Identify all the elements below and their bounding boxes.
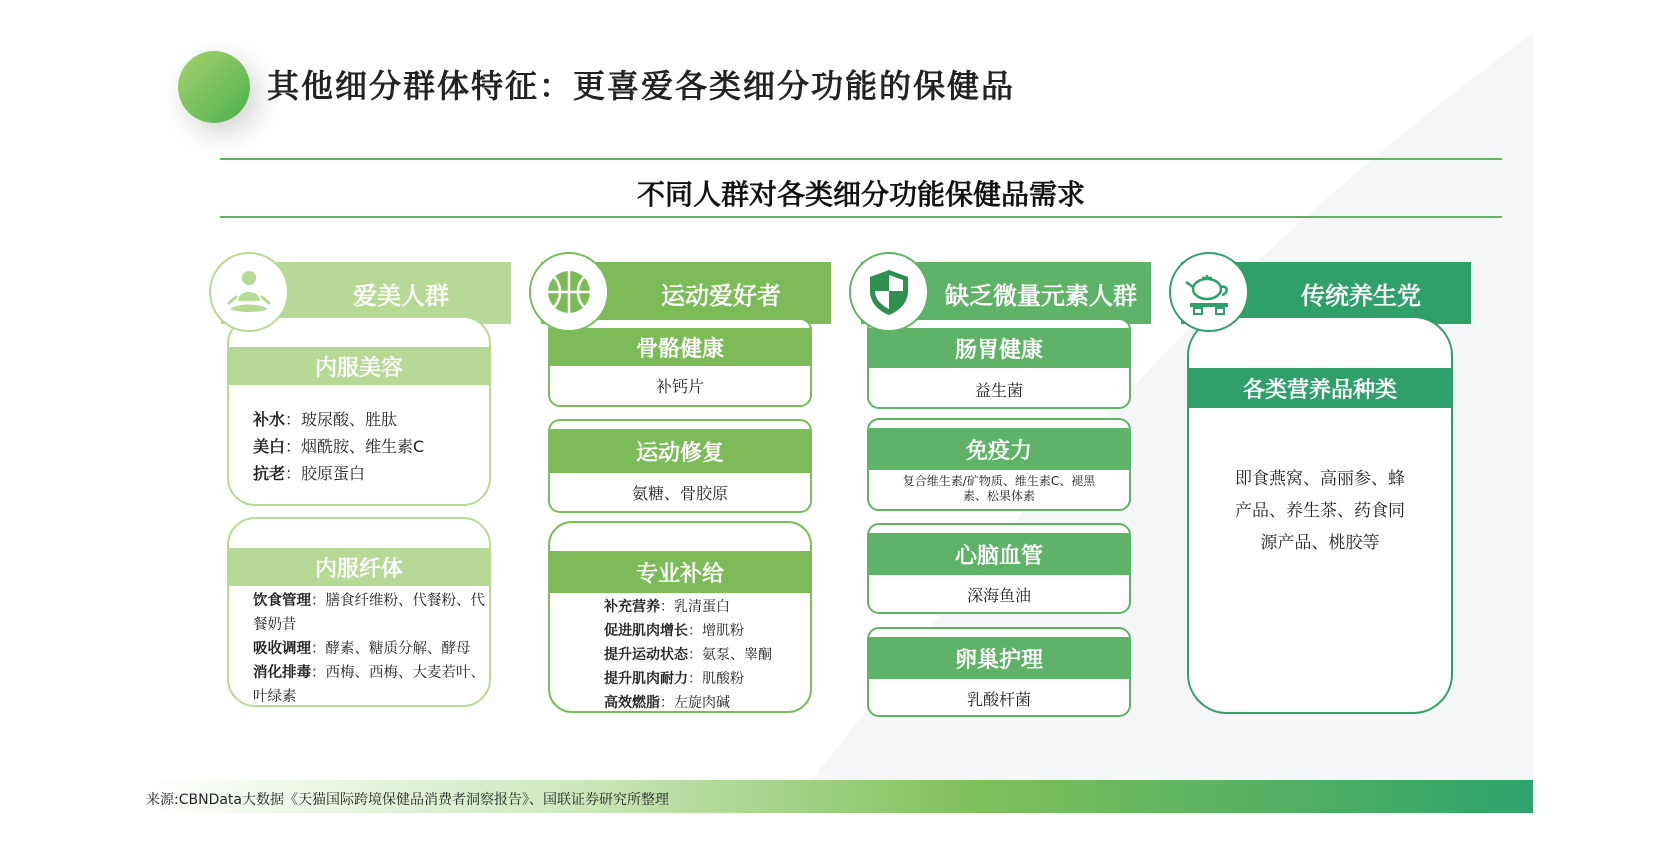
header-label: 爱美人群 [353, 281, 449, 310]
meditation-person-icon [209, 252, 289, 332]
divider-bottom [220, 216, 1502, 218]
text-line: 产品、养生茶、药食同 [1235, 501, 1405, 521]
text-line: 美白：烟酰胺、维生素C [253, 437, 425, 456]
card-body: 氨糖、骨胶原 [631, 484, 728, 503]
card-body [253, 589, 489, 707]
header-sports [529, 258, 831, 324]
card-title: 骨骼健康 [550, 328, 810, 366]
header-traditional [1169, 258, 1471, 324]
text-line: 叶绿素 [253, 689, 297, 705]
card-body [1189, 463, 1451, 559]
card-ovary-care [867, 627, 1131, 717]
chart-subtitle: 不同人群对各类细分功能保健品需求 [636, 178, 1085, 211]
text-line: 高效燃脂：左旋肉碱 [604, 695, 730, 711]
text-line: 饮食管理：膳食纤维粉、代餐粉、代 [253, 593, 485, 609]
page-title: 其他细分群体特征：更喜爱各类细分功能的保健品 [267, 67, 1016, 105]
text-line: 即食燕窝、高丽参、蜂 [1235, 469, 1405, 489]
text-line: 消化排毒：西梅、西梅、大麦若叶、 [253, 665, 485, 681]
card-title: 内服美容 [229, 347, 489, 385]
card-nutrition-types [1187, 316, 1453, 714]
card-cardio [867, 523, 1131, 614]
card-inner-beauty [227, 316, 491, 506]
card-title: 专业补给 [550, 551, 810, 593]
card-title: 各类营养品种类 [1189, 368, 1451, 408]
card-title: 肠胃健康 [869, 328, 1129, 368]
card-title: 内服纤体 [229, 548, 489, 586]
card-body: 深海鱼油 [966, 586, 1031, 605]
header-label: 运动爱好者 [661, 281, 781, 310]
card-body: 复合维生素/矿物质、维生素C、褪黑素、松果体素 [902, 474, 1096, 503]
card-bone-health [548, 318, 812, 407]
card-body: 补钙片 [655, 377, 704, 396]
title-dot [178, 51, 250, 123]
basketball-icon [529, 252, 609, 332]
slide [145, 33, 1533, 813]
text-line: 餐奶昔 [253, 617, 297, 633]
card-title: 心脑血管 [869, 533, 1129, 575]
header-micronutrient [849, 258, 1151, 324]
card-title: 免疫力 [869, 428, 1129, 470]
card-body: 乳酸杆菌 [966, 690, 1031, 709]
text-line: 补充营养：乳清蛋白 [604, 599, 730, 615]
header-beauty [209, 258, 511, 324]
card-sports-recovery [548, 419, 812, 513]
shield-icon [849, 252, 929, 332]
card-gut-health [867, 318, 1131, 409]
card-body [604, 595, 810, 713]
text-line: 源产品、桃胶等 [1260, 533, 1380, 553]
source-note: 来源:CBNData大数据《天猫国际跨境保健品消费者洞察报告》、国联证券研究所整理 [146, 792, 669, 808]
card-immunity [867, 418, 1131, 511]
text-line: 提升肌肉耐力：肌酸粉 [604, 671, 744, 687]
card-body: 益生菌 [974, 381, 1023, 400]
card-pro-supply [548, 521, 812, 713]
teapot-icon [1169, 252, 1249, 332]
text-line: 提升运动状态：氨泵、睾酮 [604, 647, 772, 663]
divider-top [220, 158, 1502, 160]
text-line: 吸收调理：酵素、糖质分解、酵母 [253, 641, 471, 657]
header-label: 缺乏微量元素人群 [945, 281, 1137, 310]
text-line: 补水：玻尿酸、胜肽 [253, 410, 398, 429]
card-title: 卵巢护理 [869, 637, 1129, 679]
card-title: 运动修复 [550, 429, 810, 473]
text-line: 促进肌肉增长：增肌粉 [604, 623, 744, 639]
card-body [253, 406, 489, 487]
text-line: 抗老：胶原蛋白 [253, 464, 366, 483]
header-label: 传统养生党 [1301, 281, 1421, 310]
card-inner-slimming [227, 517, 491, 707]
